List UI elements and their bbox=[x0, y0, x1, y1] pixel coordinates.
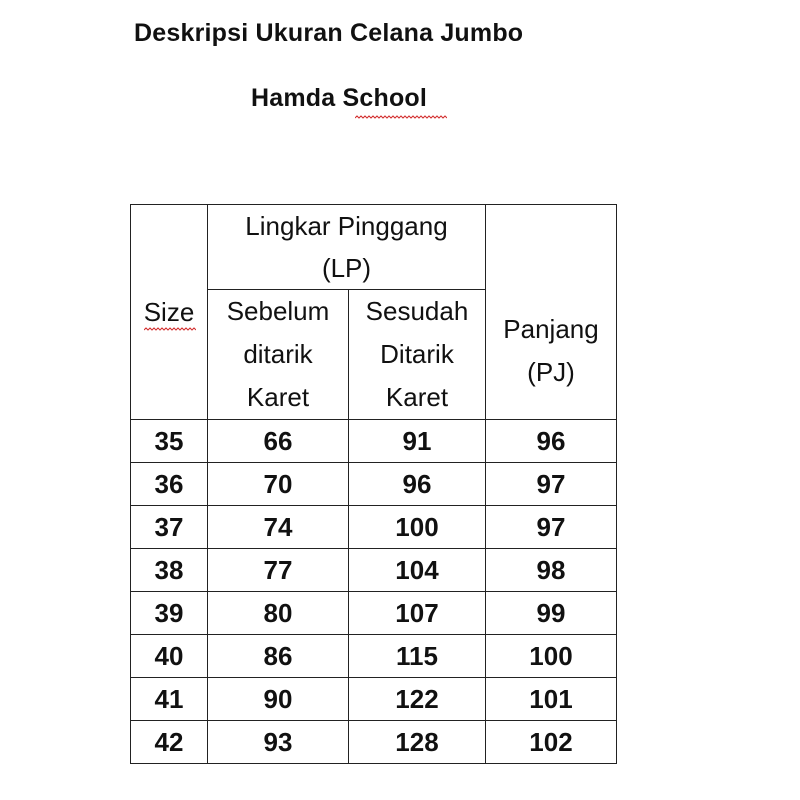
cell-panjang: 98 bbox=[486, 549, 617, 592]
cell-sebelum: 70 bbox=[208, 463, 349, 506]
table-row bbox=[131, 635, 617, 678]
cell-panjang: 100 bbox=[486, 635, 617, 678]
header-sesudah-label: Sesudah Ditarik Karet bbox=[365, 296, 469, 412]
cell-sesudah: 115 bbox=[349, 635, 486, 678]
spellcheck-underline bbox=[144, 327, 196, 331]
header-panjang-label: Panjang (PJ) bbox=[503, 314, 599, 387]
cell-size: 41 bbox=[131, 678, 208, 721]
table-row bbox=[131, 420, 617, 463]
header-sebelum-label: Sebelum ditarik Karet bbox=[226, 296, 330, 412]
header-lp-label: Lingkar Pinggang (LP) bbox=[245, 211, 448, 283]
cell-panjang: 102 bbox=[486, 721, 617, 764]
cell-size: 38 bbox=[131, 549, 208, 592]
table-row bbox=[131, 506, 617, 549]
cell-sesudah: 91 bbox=[349, 420, 486, 463]
cell-size: 35 bbox=[131, 420, 208, 463]
cell-size: 36 bbox=[131, 463, 208, 506]
cell-sesudah: 104 bbox=[349, 549, 486, 592]
cell-sesudah: 100 bbox=[349, 506, 486, 549]
cell-panjang: 97 bbox=[486, 506, 617, 549]
cell-sesudah: 128 bbox=[349, 721, 486, 764]
cell-panjang: 96 bbox=[486, 420, 617, 463]
table-row bbox=[131, 592, 617, 635]
header-size-label: Size bbox=[143, 296, 195, 327]
cell-size: 40 bbox=[131, 635, 208, 678]
document-title: Deskripsi Ukuran Celana Jumbo bbox=[134, 19, 524, 47]
cell-sebelum: 74 bbox=[208, 506, 349, 549]
size-chart-table bbox=[130, 204, 617, 764]
cell-sebelum: 93 bbox=[208, 721, 349, 764]
cell-size: 39 bbox=[131, 592, 208, 635]
document-subtitle: Hamda School bbox=[251, 84, 428, 112]
cell-size: 42 bbox=[131, 721, 208, 764]
cell-sesudah: 122 bbox=[349, 678, 486, 721]
table-body bbox=[131, 420, 617, 764]
cell-sebelum: 86 bbox=[208, 635, 349, 678]
header-panjang bbox=[486, 205, 617, 420]
table-row bbox=[131, 463, 617, 506]
cell-sebelum: 90 bbox=[208, 678, 349, 721]
header-lingkar-pinggang bbox=[208, 205, 486, 290]
cell-sebelum: 77 bbox=[208, 549, 349, 592]
spellcheck-underline bbox=[355, 115, 447, 119]
table-row bbox=[131, 721, 617, 764]
cell-panjang: 97 bbox=[486, 463, 617, 506]
cell-sebelum: 66 bbox=[208, 420, 349, 463]
table-row bbox=[131, 549, 617, 592]
header-sesudah bbox=[349, 290, 486, 420]
cell-sesudah: 96 bbox=[349, 463, 486, 506]
table-row bbox=[131, 678, 617, 721]
cell-size: 37 bbox=[131, 506, 208, 549]
cell-panjang: 99 bbox=[486, 592, 617, 635]
header-size bbox=[131, 205, 208, 420]
header-sebelum bbox=[208, 290, 349, 420]
cell-sebelum: 80 bbox=[208, 592, 349, 635]
cell-sesudah: 107 bbox=[349, 592, 486, 635]
cell-panjang: 101 bbox=[486, 678, 617, 721]
